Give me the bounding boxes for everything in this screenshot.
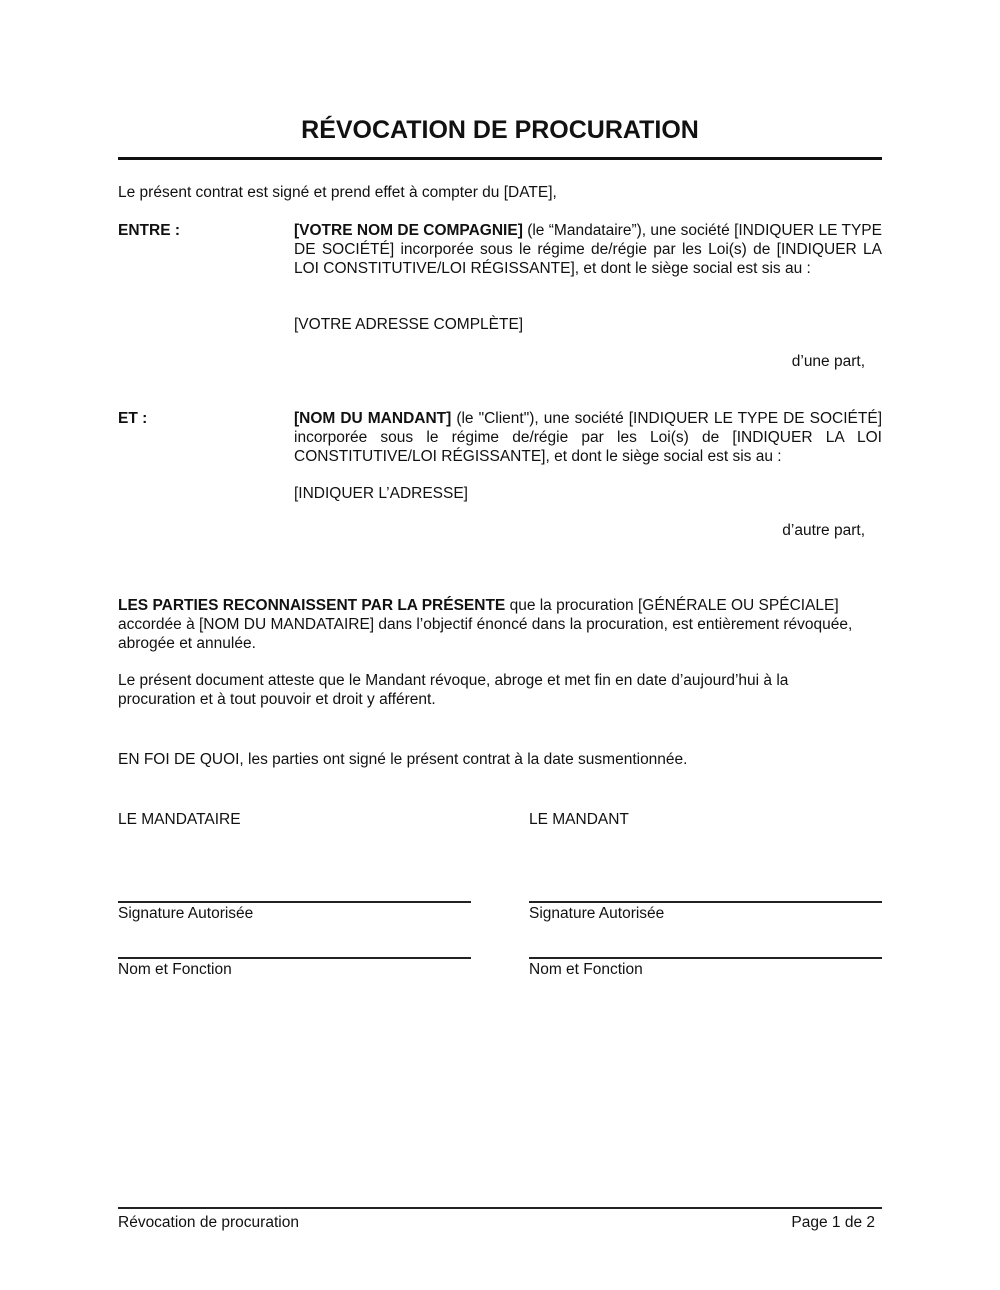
signature-line-mandant[interactable] <box>529 901 882 903</box>
signature-heading-mandant: LE MANDANT <box>529 811 629 828</box>
signature-block-mandataire <box>118 810 471 980</box>
recognition-clause-lead: LES PARTIES RECONNAISSENT PAR LA PRÉSENTE <box>118 597 506 614</box>
footer-divider <box>118 1207 882 1209</box>
party-label-et: ET : <box>118 410 148 427</box>
party-address-mandant: [INDIQUER L’ADRESSE] <box>294 485 468 502</box>
party-text-mandataire: (le “Mandataire”), une société [INDIQUER LE TYPE DE SOCIÉTÉ] incorporée sous le régime de/régie par les Loi(s) de [INDIQUER LA LOI CONSTITUTIVE/LOI RÉGISSANTE], et dont le siège social est sis au : <box>294 222 882 277</box>
recognition-clause-text: que la procuration [GÉNÉRALE OU SPÉCIALE] accordée à [NOM DU MANDATAIRE] dans l’objectif énoncé dans la procuration, est entièrement révoquée, abrogée et annulée. <box>118 597 853 652</box>
party-description-mandataire <box>294 221 882 278</box>
footer-page-number: Page 1 de 2 <box>791 1214 875 1231</box>
party-name-mandant: [NOM DU MANDANT] <box>294 410 452 427</box>
part-label-autre-part: d’autre part, <box>782 522 865 539</box>
footer-document-name: Révocation de procuration <box>118 1214 299 1231</box>
party-label-entre: ENTRE : <box>118 222 180 239</box>
title-divider <box>118 157 882 160</box>
intro-paragraph: Le présent contrat est signé et prend effet à compter du [DATE], <box>118 184 557 201</box>
party-address-mandataire: [VOTRE ADRESSE COMPLÈTE] <box>294 316 524 333</box>
part-label-une-part: d’une part, <box>791 353 865 370</box>
attestation-clause: Le présent document atteste que le Mandant révoque, abroge et met fin en date d’aujourd’hui à la procuration et à tout pouvoir et droit y afférent. <box>118 672 789 708</box>
party-description-mandant <box>294 409 882 466</box>
signature-caption-mandant: Signature Autorisée <box>529 905 665 922</box>
name-title-caption-mandant: Nom et Fonction <box>529 961 643 978</box>
signature-caption-mandataire: Signature Autorisée <box>118 905 254 922</box>
signature-block-mandant <box>529 810 882 980</box>
name-title-caption-mandataire: Nom et Fonction <box>118 961 232 978</box>
name-title-line-mandataire[interactable] <box>118 957 471 959</box>
name-title-line-mandant[interactable] <box>529 957 882 959</box>
signature-line-mandataire[interactable] <box>118 901 471 903</box>
party-text-mandant: (le "Client"), une société [INDIQUER LE TYPE DE SOCIÉTÉ] incorporée sous le régime de/régie par les Loi(s) de [INDIQUER LA LOI CONSTITUTIVE/LOI RÉGISSANTE], et dont le siège social est sis au : <box>294 410 883 465</box>
witness-clause: EN FOI DE QUOI, les parties ont signé le présent contrat à la date susmentionnée. <box>118 751 688 768</box>
party-name-mandataire: [VOTRE NOM DE COMPAGNIE] <box>294 222 523 239</box>
signature-heading-mandataire: LE MANDATAIRE <box>118 811 241 828</box>
recognition-clause <box>118 596 882 653</box>
document-title: RÉVOCATION DE PROCURATION <box>301 116 699 144</box>
